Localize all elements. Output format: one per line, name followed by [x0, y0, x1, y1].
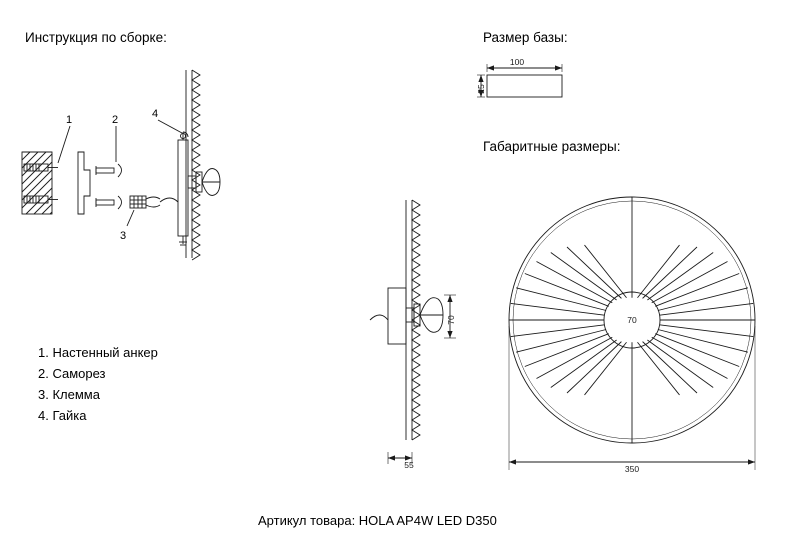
hub-diameter-value: 70	[627, 315, 637, 325]
callout-3: 3	[120, 230, 127, 242]
side-view-drawing	[370, 200, 456, 464]
front-view-shade	[509, 197, 755, 470]
wall-anchor-group	[22, 126, 70, 214]
wall-section-lamp	[158, 70, 220, 260]
base-height-value: 25	[476, 84, 486, 94]
mount-bracket	[78, 152, 90, 214]
legend-item-3: 3. Клемма	[38, 387, 100, 402]
callout-4: 4	[152, 108, 159, 120]
terminal-block	[127, 196, 160, 226]
base-size-drawing	[477, 64, 562, 97]
assembly-instructions-title: Инструкция по сборке:	[25, 30, 167, 45]
diameter-value: 350	[624, 464, 640, 474]
side-depth-value: 55	[404, 460, 414, 470]
legend-item-2: 2. Саморез	[38, 366, 106, 381]
callout-1: 1	[66, 114, 73, 126]
side-height-value: 70	[446, 315, 456, 325]
legend-item-4: 4. Гайка	[38, 408, 87, 423]
callout-2: 2	[112, 114, 119, 126]
overall-dimensions-title: Габаритные размеры:	[483, 139, 621, 154]
legend-item-1: 1. Настенный анкер	[38, 345, 158, 360]
base-width-value: 100	[509, 57, 525, 67]
base-size-title: Размер базы:	[483, 30, 568, 45]
screw-group	[96, 126, 122, 209]
article-footer: Артикул товара: HOLA AP4W LED D350	[258, 513, 497, 528]
